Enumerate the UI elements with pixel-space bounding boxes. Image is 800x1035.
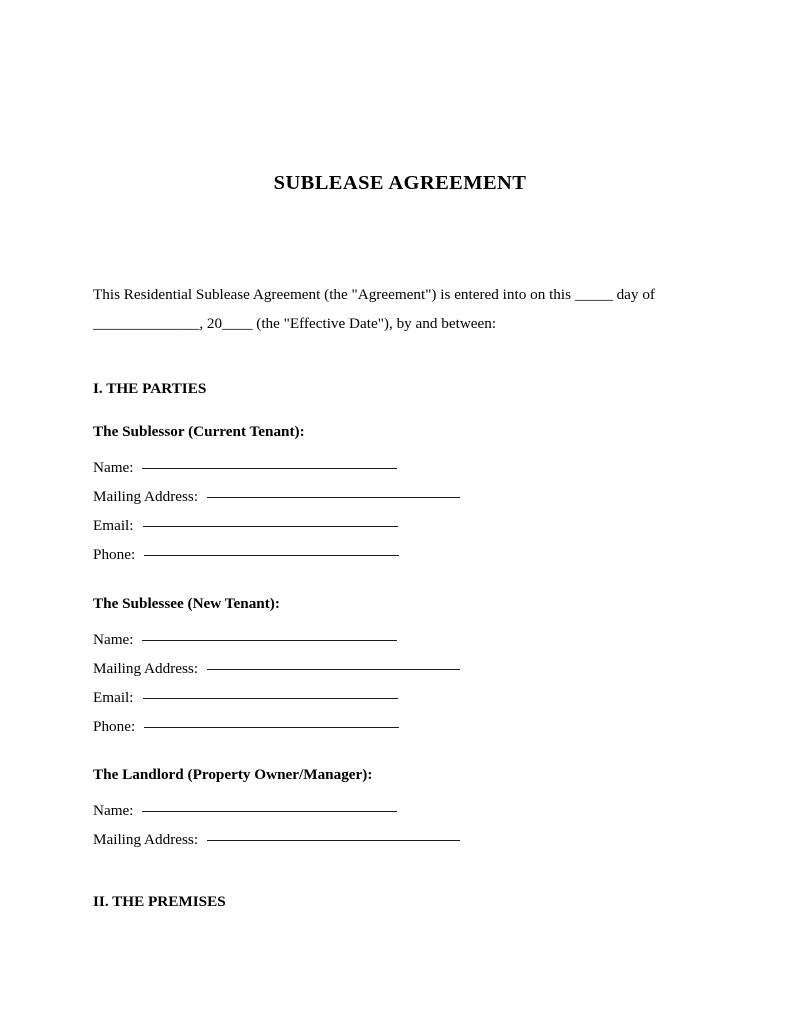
field-row-landlord-name <box>93 796 693 825</box>
party-title-landlord: The Landlord (Property Owner/Manager): <box>93 766 373 783</box>
field-row-sublessor-mailing-address <box>93 482 693 511</box>
field-row-sublessee-phone <box>93 712 693 741</box>
intro-paragraph <box>93 281 693 338</box>
field-row-sublessee-mailing-address <box>93 654 693 683</box>
field-label-email: Email: <box>93 517 134 535</box>
party-block-sublessor <box>93 424 693 569</box>
field-row-sublessor-name <box>93 453 693 482</box>
section-heading-premises: II. THE PREMISES <box>93 892 226 910</box>
field-input-sublessor-email[interactable] <box>143 526 398 527</box>
field-label-email: Email: <box>93 689 134 707</box>
field-row-sublessor-email <box>93 511 693 540</box>
field-input-sublessor-phone[interactable] <box>144 555 399 556</box>
party-block-sublessee <box>93 596 693 741</box>
field-input-sublessor-mailing-address[interactable] <box>207 497 460 498</box>
field-label-name: Name: <box>93 802 134 820</box>
field-label-name: Name: <box>93 459 134 477</box>
intro-line-1: This Residential Sublease Agreement (the "Agreement") is entered into on this _____ day of <box>93 286 655 303</box>
field-input-sublessor-name[interactable] <box>142 468 397 469</box>
field-row-sublessee-email <box>93 683 693 712</box>
field-label-name: Name: <box>93 631 134 649</box>
section-heading-parties: I. THE PARTIES <box>93 379 207 397</box>
field-label-mailing-address: Mailing Address: <box>93 831 199 849</box>
party-block-landlord <box>93 767 693 854</box>
field-row-landlord-mailing-address <box>93 825 693 854</box>
field-label-phone: Phone: <box>93 718 136 736</box>
field-input-sublessee-phone[interactable] <box>144 727 399 728</box>
intro-line-2: ______________, 20____ (the "Effective Date"), by and between: <box>93 314 497 332</box>
field-input-landlord-name[interactable] <box>142 811 397 812</box>
field-label-mailing-address: Mailing Address: <box>93 488 199 506</box>
party-title-sublessor: The Sublessor (Current Tenant): <box>93 423 305 440</box>
page-title: SUBLEASE AGREEMENT <box>273 171 527 194</box>
field-row-sublessor-phone <box>93 540 693 569</box>
field-input-landlord-mailing-address[interactable] <box>207 840 460 841</box>
field-input-sublessee-name[interactable] <box>142 640 397 641</box>
party-title-sublessee: The Sublessee (New Tenant): <box>93 595 280 612</box>
field-input-sublessee-email[interactable] <box>143 698 398 699</box>
field-row-sublessee-name <box>93 625 693 654</box>
field-input-sublessee-mailing-address[interactable] <box>207 669 460 670</box>
field-label-mailing-address: Mailing Address: <box>93 660 199 678</box>
field-label-phone: Phone: <box>93 546 136 564</box>
